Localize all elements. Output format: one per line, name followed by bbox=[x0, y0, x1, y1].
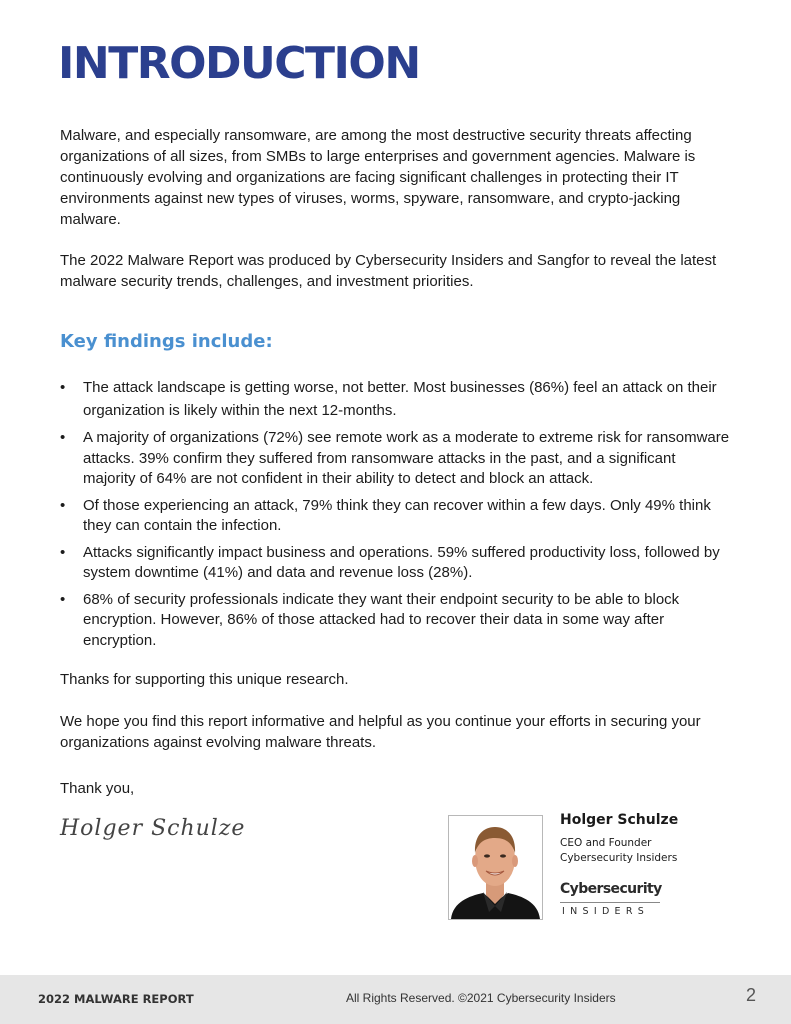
finding-text: 68% of security professionals indicate they want their endpoint security to be able to block encryption. However, 86% of those attacked had to recover their data in some way after encryption. bbox=[83, 590, 680, 649]
key-findings-heading: Key findings include: bbox=[60, 331, 273, 352]
list-item bbox=[60, 428, 732, 490]
author-company: Cybersecurity Insiders bbox=[560, 852, 678, 864]
list-item bbox=[60, 543, 732, 584]
handwritten-signature: Holger Schulze bbox=[60, 816, 246, 841]
author-name: Holger Schulze bbox=[560, 812, 679, 828]
list-item bbox=[60, 590, 732, 652]
logo-divider bbox=[560, 902, 660, 903]
bullet-icon: • bbox=[60, 590, 66, 608]
key-findings-list bbox=[60, 376, 732, 657]
page-title: INTRODUCTION bbox=[58, 38, 420, 89]
intro-paragraph-1: Malware, and especially ransomware, are among the most destructive security threats affecting organizations of all sizes, from SMBs to large enterprises and government agencies. Malware is continuously evolving and organizations are facing significant challenges in protecting their IT environments against new types of viruses, worms, spyware, ransomware, and crypto-jacking malware. bbox=[60, 127, 696, 228]
finding-text: Of those experiencing an attack, 79% think they can recover within a few days. Only 49% think they can contain the infection. bbox=[83, 496, 711, 534]
footer-copyright: All Rights Reserved. ©2021 Cybersecurity Insiders bbox=[346, 991, 616, 1005]
closing-salutation: Thank you, bbox=[60, 780, 135, 797]
page-number: 2 bbox=[746, 985, 757, 1005]
author-photo bbox=[448, 815, 543, 920]
intro-paragraph-2: The 2022 Malware Report was produced by Cybersecurity Insiders and Sangfor to reveal the latest malware security trends, challenges, and investment priorities. bbox=[60, 252, 717, 290]
bullet-icon: • bbox=[60, 543, 66, 561]
list-item bbox=[60, 376, 732, 422]
finding-text: A majority of organizations (72%) see remote work as a moderate to extreme risk for ransomware attacks. 39% confirm they suffered from ransomware attacks in the past, and a significant majority of 64% are not confident in their ability to detect and block an attack. bbox=[83, 429, 730, 487]
finding-text: Attacks significantly impact business and operations. 59% suffered productivity loss, followed by system downtime (41%) and data and revenue loss (28%). bbox=[83, 543, 720, 581]
bullet-icon: • bbox=[60, 429, 66, 446]
footer-report-name: 2022 MALWARE REPORT bbox=[38, 992, 194, 1006]
bullet-icon: • bbox=[60, 496, 66, 514]
closing-paragraph: We hope you find this report informative and helpful as you continue your efforts in securing your organizations against evolving malware threats. bbox=[60, 713, 701, 751]
company-logo-subtitle: INSIDERS bbox=[562, 906, 650, 917]
page-footer bbox=[0, 975, 791, 1024]
author-role: CEO and Founder bbox=[560, 837, 652, 849]
finding-text: The attack landscape is getting worse, not better. Most businesses (86%) feel an attack on their organization is likely within the next 12-months. bbox=[83, 379, 717, 419]
list-item bbox=[60, 496, 732, 537]
closing-thanks: Thanks for supporting this unique research. bbox=[60, 671, 349, 688]
portrait-icon bbox=[449, 816, 542, 919]
bullet-icon: • bbox=[60, 379, 66, 396]
company-logo-wordmark: Cybersecurity bbox=[560, 881, 662, 897]
